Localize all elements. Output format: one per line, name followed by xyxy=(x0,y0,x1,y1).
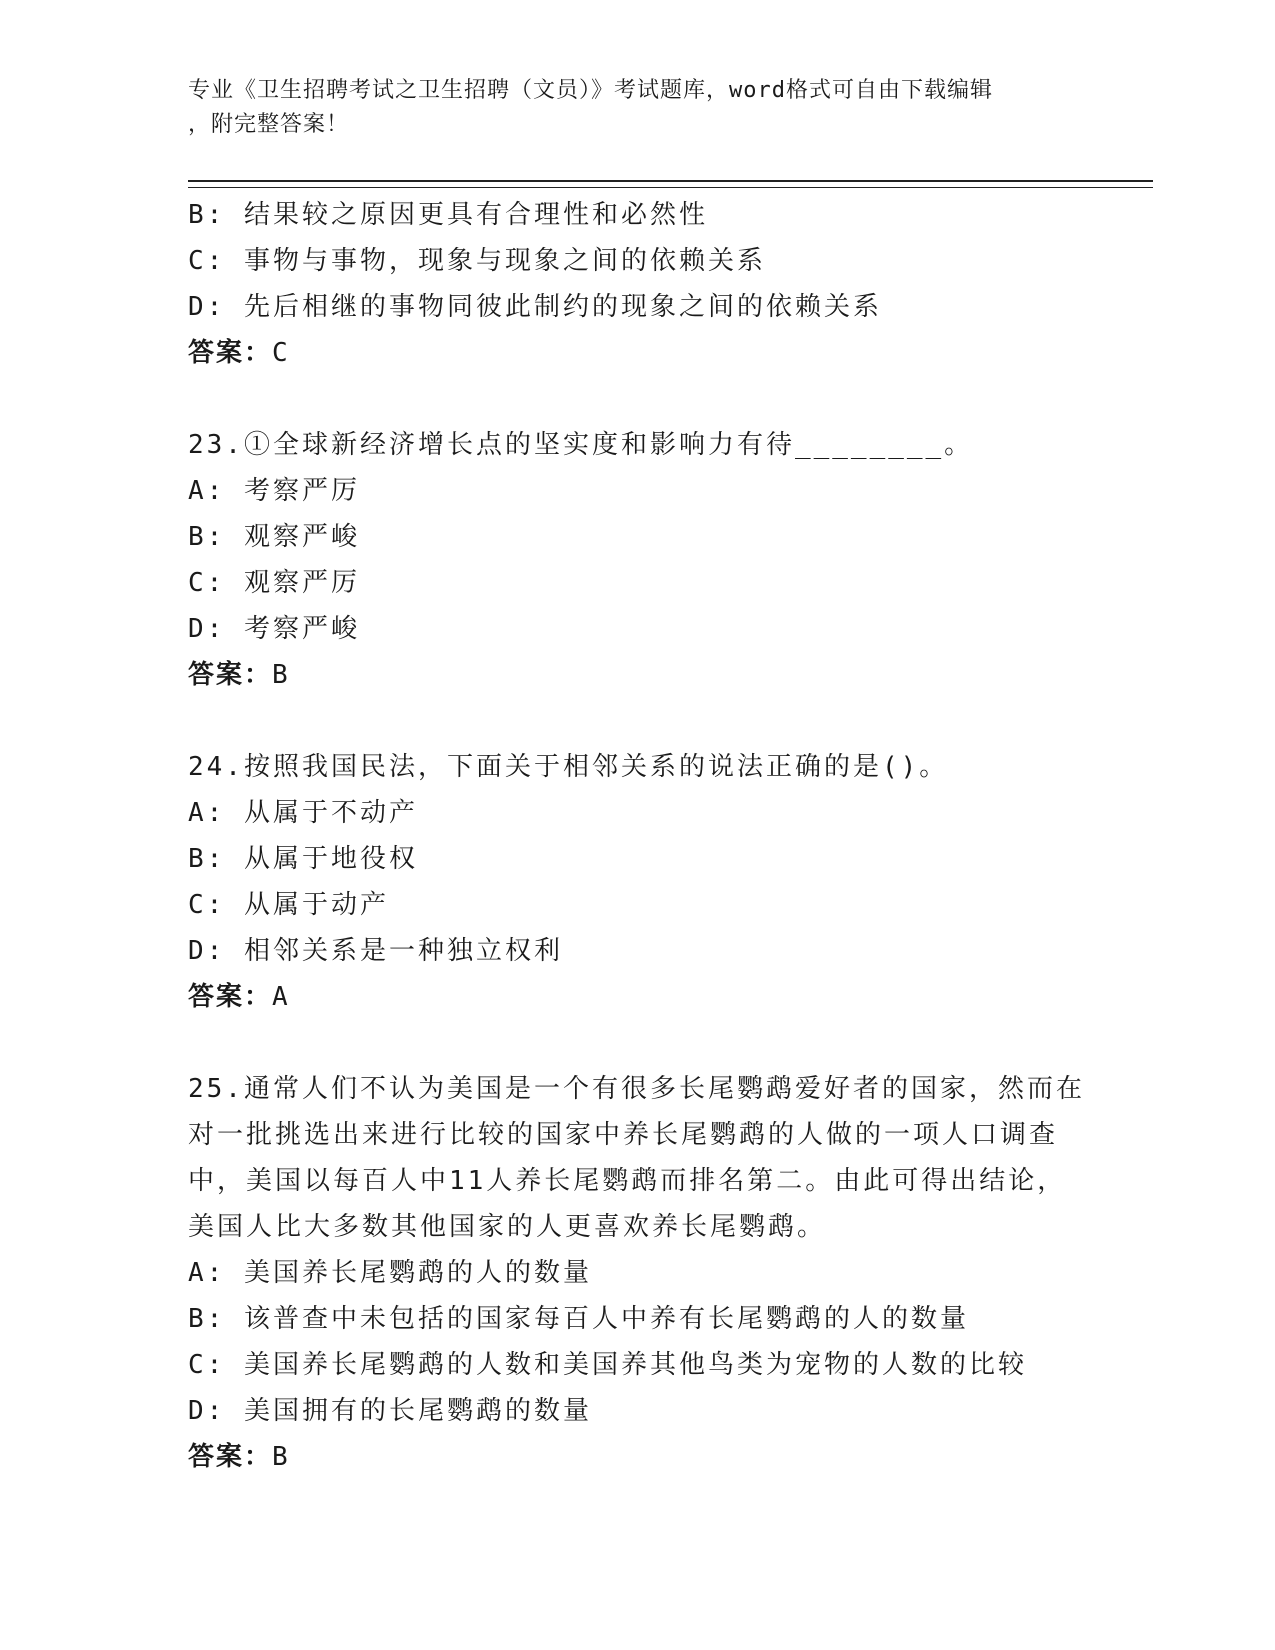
answer-value: B xyxy=(272,660,290,690)
answer-line xyxy=(188,330,1088,376)
option-c: C: 事物与事物，现象与现象之间的依赖关系 xyxy=(188,246,766,276)
option-a: A: 从属于不动产 xyxy=(188,798,418,828)
option-d: D: 考察严峻 xyxy=(188,614,360,644)
option-a: A: 考察严厉 xyxy=(188,476,360,506)
header-subtitle-line: ，附完整答案！ xyxy=(188,112,350,137)
question-25 xyxy=(188,1066,1088,1480)
option-d: D: 美国拥有的长尾鹦鹉的数量 xyxy=(188,1396,592,1426)
answer-value: A xyxy=(272,982,290,1012)
question-stem-line: 中，美国以每百人中11人养长尾鹦鹉而排名第二。由此可得出结论， xyxy=(188,1166,1067,1196)
option-d: D: 先后相继的事物同彼此制约的现象之间的依赖关系 xyxy=(188,292,882,322)
question-stem: 23.①全球新经济增长点的坚实度和影响力有待________。 xyxy=(188,430,974,460)
header-title-line: 专业《卫生招聘考试之卫生招聘（文员）》考试题库，word格式可自由下载编辑 xyxy=(188,78,993,103)
answer-label: 答案： xyxy=(188,660,273,690)
option-b: B: 观察严峻 xyxy=(188,522,360,552)
answer-line xyxy=(188,974,1088,1020)
answer-value: B xyxy=(272,1442,290,1472)
answer-label: 答案： xyxy=(188,1442,273,1472)
question-23 xyxy=(188,422,1088,698)
option-c: C: 美国养长尾鹦鹉的人数和美国养其他鸟类为宠物的人数的比较 xyxy=(188,1350,1027,1380)
answer-line xyxy=(188,652,1088,698)
question-stem-line: 美国人比大多数其他国家的人更喜欢养长尾鹦鹉。 xyxy=(188,1212,827,1242)
option-b: B: 结果较之原因更具有合理性和必然性 xyxy=(188,200,708,230)
header-divider xyxy=(188,180,1153,188)
question-list xyxy=(188,192,1088,1480)
option-c: C: 观察严厉 xyxy=(188,568,360,598)
document-header xyxy=(188,74,1088,142)
option-b: B: 从属于地役权 xyxy=(188,844,418,874)
option-a: A: 美国养长尾鹦鹉的人的数量 xyxy=(188,1258,592,1288)
question-stem-line: 对一批挑选出来进行比较的国家中养长尾鹦鹉的人做的一项人口调查 xyxy=(188,1120,1059,1150)
answer-line xyxy=(188,1434,1088,1480)
question-stem-line: 25.通常人们不认为美国是一个有很多长尾鹦鹉爱好者的国家，然而在 xyxy=(188,1074,1085,1104)
answer-value: C xyxy=(272,338,290,368)
question-stem: 24.按照我国民法，下面关于相邻关系的说法正确的是()。 xyxy=(188,752,949,782)
question-24 xyxy=(188,744,1088,1020)
option-b: B: 该普查中未包括的国家每百人中养有长尾鹦鹉的人的数量 xyxy=(188,1304,969,1334)
answer-label: 答案： xyxy=(188,982,273,1012)
question-22 xyxy=(188,192,1088,376)
option-d: D: 相邻关系是一种独立权利 xyxy=(188,936,563,966)
option-c: C: 从属于动产 xyxy=(188,890,389,920)
answer-label: 答案： xyxy=(188,338,273,368)
